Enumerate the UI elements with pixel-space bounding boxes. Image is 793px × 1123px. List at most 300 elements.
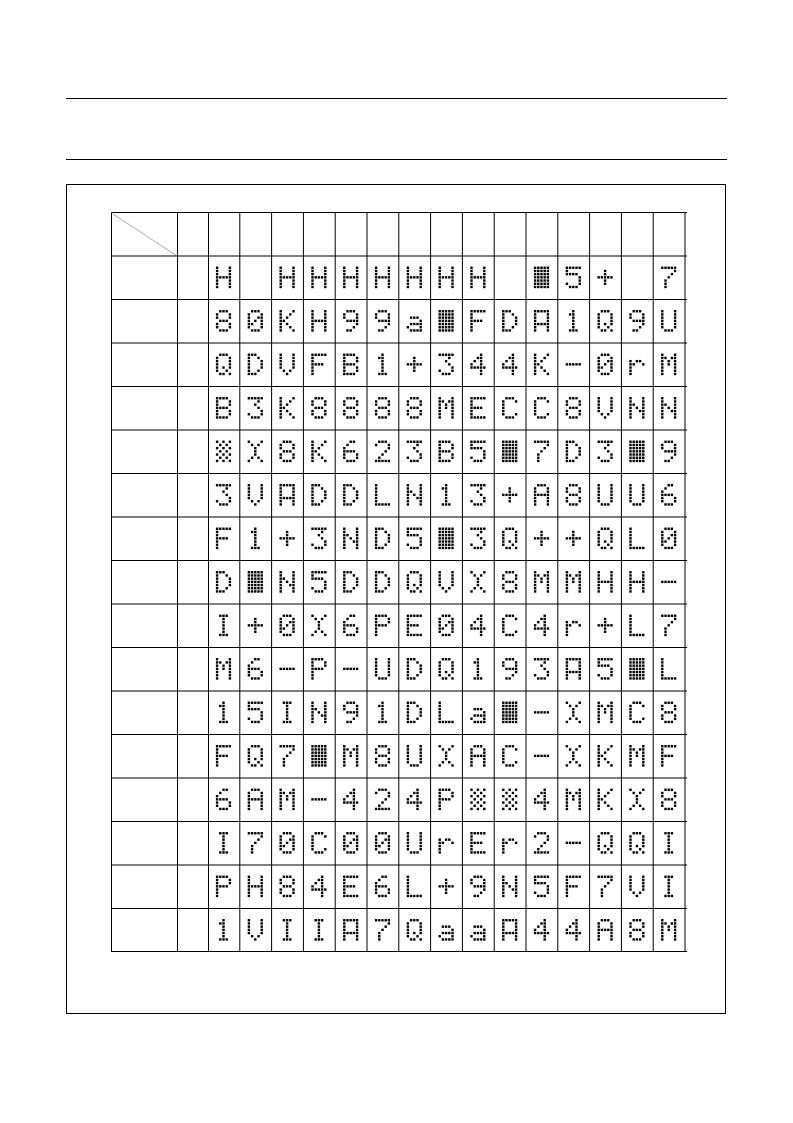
glyph-dot: [321, 879, 323, 881]
glyph-dot: [604, 547, 606, 549]
glyph-dot: [668, 441, 670, 443]
glyph-dot: [289, 702, 291, 704]
glyph-dot: [280, 631, 282, 633]
glyph-dot: [579, 798, 581, 800]
glyph-dot: [216, 574, 218, 576]
glyph-dot: [311, 373, 313, 375]
glyph-dot: [502, 758, 504, 760]
glyph-dot: [566, 932, 568, 934]
glyph-dot: [668, 503, 670, 505]
glyph-dot: [216, 547, 218, 549]
glyph-dot: [445, 276, 447, 278]
glyph-dot: [502, 410, 504, 412]
glyph-dot: [642, 416, 644, 418]
glyph-dot: [477, 528, 479, 530]
glyph-dot: [353, 634, 355, 636]
glyph-dot: [442, 460, 444, 462]
glyph-dot: [534, 624, 536, 626]
glyph-dot: [579, 932, 581, 934]
glyph-dot: [292, 503, 294, 505]
glyph-dot: [534, 500, 536, 502]
glyph-dot: [289, 326, 291, 328]
glyph-dot: [375, 494, 377, 496]
glyph-dot: [566, 450, 568, 452]
glyph-dot: [664, 267, 666, 269]
glyph-dot: [343, 929, 345, 931]
glyph-dot: [512, 658, 514, 660]
glyph-dot: [229, 460, 231, 462]
glyph-dot: [378, 851, 380, 853]
glyph-dot: [633, 310, 635, 312]
glyph-dot: [280, 447, 282, 449]
glyph-dot: [261, 413, 263, 415]
glyph-dot: [598, 748, 600, 750]
glyph-dot: [216, 360, 218, 362]
glyph-dot: [547, 400, 549, 402]
glyph-dot: [321, 276, 323, 278]
glyph-dot: [480, 677, 482, 679]
glyph-dot: [515, 795, 517, 797]
glyph-dot: [280, 270, 282, 272]
glyph-dot: [601, 895, 603, 897]
glyph-dot: [381, 615, 383, 617]
glyph-dot: [502, 851, 504, 853]
glyph-cell: [439, 658, 454, 680]
glyph-dot: [502, 761, 504, 763]
glyph-dot: [512, 792, 514, 794]
glyph-dot: [261, 925, 263, 927]
glyph-dot: [343, 892, 345, 894]
glyph-dot: [566, 413, 568, 415]
glyph-dot: [642, 705, 644, 707]
glyph-dot: [566, 634, 568, 636]
glyph-dot: [311, 677, 313, 679]
glyph-dot: [261, 805, 263, 807]
glyph-dot: [674, 453, 676, 455]
glyph-dot: [442, 634, 444, 636]
glyph-dot: [477, 808, 479, 810]
glyph-dot: [283, 320, 285, 322]
glyph-dot: [448, 531, 450, 533]
glyph-dot: [439, 624, 441, 626]
glyph-dot: [451, 528, 453, 530]
glyph-dot: [668, 677, 670, 679]
glyph-dot: [480, 407, 482, 409]
glyph-dot: [544, 279, 546, 281]
glyph-dot: [664, 494, 666, 496]
glyph-dot: [668, 267, 670, 269]
glyph-dot: [534, 487, 536, 489]
glyph-dot: [283, 845, 285, 847]
glyph-dot: [483, 935, 485, 937]
glyph-dot: [356, 313, 358, 315]
glyph-dot: [598, 658, 600, 660]
glyph-cell: [280, 789, 295, 811]
glyph-dot: [642, 577, 644, 579]
glyph-dot: [283, 627, 285, 629]
glyph-dot: [661, 544, 663, 546]
glyph-dot: [502, 879, 504, 881]
glyph-dot: [346, 416, 348, 418]
glyph-dot: [534, 366, 536, 368]
glyph-dot: [318, 751, 320, 753]
glyph-dot: [540, 441, 542, 443]
character-table-svg: [111, 212, 687, 952]
glyph-dot: [534, 326, 536, 328]
glyph-dot: [547, 838, 549, 840]
glyph-dot: [439, 329, 441, 331]
glyph-dot: [388, 444, 390, 446]
glyph-dot: [664, 487, 666, 489]
glyph-dot: [311, 484, 313, 486]
glyph-cell: [311, 397, 326, 419]
glyph-dot: [353, 895, 355, 897]
glyph-dot: [610, 935, 612, 937]
glyph-dot: [512, 528, 514, 530]
glyph-dot: [442, 658, 444, 660]
glyph-dot: [480, 503, 482, 505]
glyph-dot: [353, 574, 355, 576]
glyph-dot: [674, 925, 676, 927]
glyph-dot: [633, 447, 635, 449]
glyph-dot: [480, 494, 482, 496]
glyph-dot: [229, 658, 231, 660]
glyph-dot: [226, 789, 228, 791]
glyph-dot: [579, 497, 581, 499]
glyph-dot: [480, 708, 482, 710]
glyph-dot: [388, 808, 390, 810]
glyph-dot: [445, 798, 447, 800]
glyph-dot: [579, 450, 581, 452]
glyph-dot: [442, 354, 444, 356]
glyph-dot: [664, 279, 666, 281]
glyph-dot: [610, 702, 612, 704]
glyph-cell: [311, 702, 326, 724]
glyph-dot: [378, 441, 380, 443]
glyph-dot: [579, 574, 581, 576]
glyph-dot: [283, 876, 285, 878]
glyph-dot: [668, 528, 670, 530]
glyph-dot: [439, 283, 441, 285]
glyph-dot: [537, 876, 539, 878]
glyph-dot: [674, 801, 676, 803]
glyph-dot: [229, 366, 231, 368]
glyph-dot: [286, 708, 288, 710]
glyph-dot: [674, 416, 676, 418]
glyph-dot: [629, 453, 631, 455]
glyph-dot: [280, 795, 282, 797]
glyph-dot: [407, 895, 409, 897]
glyph-cell: [280, 441, 295, 463]
glyph-cell: [375, 658, 390, 680]
glyph-dot: [222, 702, 224, 704]
glyph-dot: [668, 789, 670, 791]
glyph-dot: [569, 842, 571, 844]
glyph-dot: [483, 721, 485, 723]
glyph-cell: [534, 615, 549, 637]
glyph-dot: [416, 795, 418, 797]
glyph-dot: [442, 842, 444, 844]
glyph-dot: [388, 792, 390, 794]
glyph-dot: [474, 677, 476, 679]
glyph-dot: [318, 547, 320, 549]
glyph-cell: [248, 441, 263, 463]
glyph-dot: [642, 835, 644, 837]
glyph-dot: [534, 497, 536, 499]
glyph-dot: [254, 453, 256, 455]
glyph-dot: [610, 581, 612, 583]
glyph-dot: [216, 677, 218, 679]
glyph-cell: [407, 528, 422, 550]
glyph-dot: [579, 876, 581, 878]
glyph-dot: [416, 718, 418, 720]
glyph-dot: [407, 835, 409, 837]
glyph-dot: [353, 718, 355, 720]
glyph-dot: [254, 403, 256, 405]
glyph-dot: [381, 460, 383, 462]
glyph-dot: [416, 624, 418, 626]
glyph-dot: [226, 310, 228, 312]
glyph-dot: [483, 450, 485, 452]
glyph-dot: [324, 798, 326, 800]
glyph-dot: [343, 537, 345, 539]
glyph-dot: [356, 929, 358, 931]
glyph-dot: [439, 842, 441, 844]
glyph-dot: [537, 460, 539, 462]
glyph-dot: [311, 503, 313, 505]
glyph-dot: [407, 618, 409, 620]
glyph-cell: [598, 789, 613, 811]
glyph-dot: [671, 798, 673, 800]
glyph-dot: [257, 587, 259, 589]
glyph-dot: [661, 925, 663, 927]
glyph-dot: [598, 761, 600, 763]
glyph-dot: [509, 808, 511, 810]
glyph-dot: [318, 832, 320, 834]
glyph-cell: [280, 615, 295, 637]
glyph-dot: [283, 615, 285, 617]
glyph-dot: [378, 276, 380, 278]
glyph-dot: [575, 938, 577, 940]
glyph-cell: [315, 919, 324, 941]
glyph-dot: [629, 577, 631, 579]
glyph-dot: [216, 273, 218, 275]
glyph-dot: [668, 929, 670, 931]
glyph-dot: [629, 718, 631, 720]
glyph-dot: [636, 503, 638, 505]
glyph-dot: [346, 571, 348, 573]
glyph-dot: [598, 326, 600, 328]
glyph-dot: [407, 882, 409, 884]
glyph-dot: [315, 758, 317, 760]
glyph-dot: [668, 895, 670, 897]
glyph-dot: [378, 805, 380, 807]
glyph-dot: [219, 798, 221, 800]
glyph-dot: [321, 895, 323, 897]
glyph-dot: [515, 932, 517, 934]
glyph-dot: [257, 400, 259, 402]
glyph-dot: [410, 316, 412, 318]
glyph-dot: [410, 441, 412, 443]
glyph-dot: [385, 721, 387, 723]
glyph-dot: [410, 490, 412, 492]
glyph-dot: [598, 457, 600, 459]
glyph-dot: [448, 938, 450, 940]
glyph-dot: [629, 366, 631, 368]
glyph-dot: [420, 751, 422, 753]
glyph-dot: [229, 323, 231, 325]
glyph-dot: [668, 537, 670, 539]
glyph-dot: [343, 357, 345, 359]
glyph-dot: [257, 357, 259, 359]
glyph-dot: [502, 876, 504, 878]
glyph-dot: [416, 571, 418, 573]
glyph-dot: [251, 500, 253, 502]
glyph-dot: [544, 792, 546, 794]
glyph-dot: [534, 400, 536, 402]
glyph-dot: [629, 400, 631, 402]
glyph-dot: [661, 537, 663, 539]
glyph-dot: [572, 540, 574, 542]
glyph-dot: [483, 540, 485, 542]
glyph-dot: [629, 500, 631, 502]
glyph-cell: [534, 658, 549, 680]
glyph-dot: [388, 283, 390, 285]
glyph-dot: [318, 745, 320, 747]
glyph-dot: [674, 922, 676, 924]
glyph-dot: [283, 919, 285, 921]
glyph-dot: [480, 634, 482, 636]
glyph-dot: [636, 755, 638, 757]
glyph-cell: [629, 310, 644, 332]
glyph-dot: [388, 584, 390, 586]
glyph-dot: [544, 842, 546, 844]
glyph-dot: [420, 748, 422, 750]
glyph-dot: [420, 848, 422, 850]
glyph-dot: [251, 574, 253, 576]
glyph-dot: [448, 373, 450, 375]
glyph-dot: [642, 888, 644, 890]
glyph-dot: [410, 323, 412, 325]
glyph-dot: [629, 745, 631, 747]
glyph-dot: [515, 661, 517, 663]
glyph-dot: [547, 490, 549, 492]
glyph-dot: [515, 929, 517, 931]
glyph-dot: [566, 885, 568, 887]
glyph-dot: [610, 494, 612, 496]
glyph-dot: [350, 484, 352, 486]
glyph-dot: [502, 885, 504, 887]
glyph-dot: [388, 751, 390, 753]
glyph-dot: [598, 577, 600, 579]
glyph-dot: [509, 764, 511, 766]
glyph-cell: [470, 267, 485, 289]
glyph-dot: [537, 484, 539, 486]
glyph-dot: [324, 718, 326, 720]
glyph-dot: [216, 888, 218, 890]
glyph-dot: [674, 615, 676, 617]
glyph-dot: [321, 851, 323, 853]
glyph-dot: [515, 919, 517, 921]
glyph-dot: [629, 624, 631, 626]
glyph-dot: [445, 879, 447, 881]
glyph-dot: [346, 363, 348, 365]
glyph-dot: [280, 537, 282, 539]
glyph-dot: [261, 323, 263, 325]
glyph-dot: [311, 500, 313, 502]
glyph-dot: [289, 668, 291, 670]
glyph-dot: [575, 363, 577, 365]
glyph-dot: [439, 403, 441, 405]
glyph-dot: [604, 664, 606, 666]
glyph-dot: [470, 764, 472, 766]
glyph-cell: [502, 528, 517, 550]
glyph-dot: [375, 487, 377, 489]
glyph-dot: [286, 403, 288, 405]
glyph-dot: [420, 363, 422, 365]
glyph-dot: [280, 798, 282, 800]
glyph-dot: [280, 805, 282, 807]
glyph-dot: [502, 460, 504, 462]
glyph-dot: [451, 764, 453, 766]
glyph-dot: [343, 879, 345, 881]
glyph-dot: [502, 621, 504, 623]
glyph-dot: [318, 528, 320, 530]
glyph-dot: [261, 895, 263, 897]
glyph-dot: [439, 851, 441, 853]
glyph-dot: [280, 808, 282, 810]
glyph-dot: [375, 615, 377, 617]
glyph-dot: [610, 668, 612, 670]
glyph-dot: [477, 460, 479, 462]
glyph-dot: [668, 925, 670, 927]
glyph-dot: [407, 627, 409, 629]
glyph-dot: [445, 373, 447, 375]
glyph-dot: [283, 721, 285, 723]
glyph-dot: [579, 500, 581, 502]
glyph-dot: [356, 403, 358, 405]
glyph-dot: [216, 413, 218, 415]
glyph-dot: [445, 615, 447, 617]
glyph-dot: [251, 584, 253, 586]
glyph-dot: [219, 808, 221, 810]
glyph-dot: [566, 410, 568, 412]
glyph-dot: [470, 845, 472, 847]
glyph-dot: [642, 460, 644, 462]
glyph-dot: [547, 755, 549, 757]
glyph-dot: [483, 590, 485, 592]
glyph-dot: [569, 313, 571, 315]
glyph-dot: [509, 801, 511, 803]
glyph-dot: [216, 316, 218, 318]
glyph-dot: [534, 441, 536, 443]
glyph-dot: [601, 329, 603, 331]
glyph-cell: [439, 571, 454, 593]
glyph-dot: [222, 416, 224, 418]
glyph-dot: [569, 416, 571, 418]
glyph-dot: [633, 671, 635, 673]
glyph-dot: [664, 677, 666, 679]
glyph-cell: [566, 531, 581, 546]
glyph-cell: [280, 832, 295, 854]
glyph-dot: [540, 484, 542, 486]
glyph-dot: [416, 851, 418, 853]
glyph-dot: [216, 879, 218, 881]
glyph-dot: [324, 267, 326, 269]
glyph-dot: [579, 413, 581, 415]
glyph-dot: [502, 577, 504, 579]
glyph-dot: [439, 537, 441, 539]
